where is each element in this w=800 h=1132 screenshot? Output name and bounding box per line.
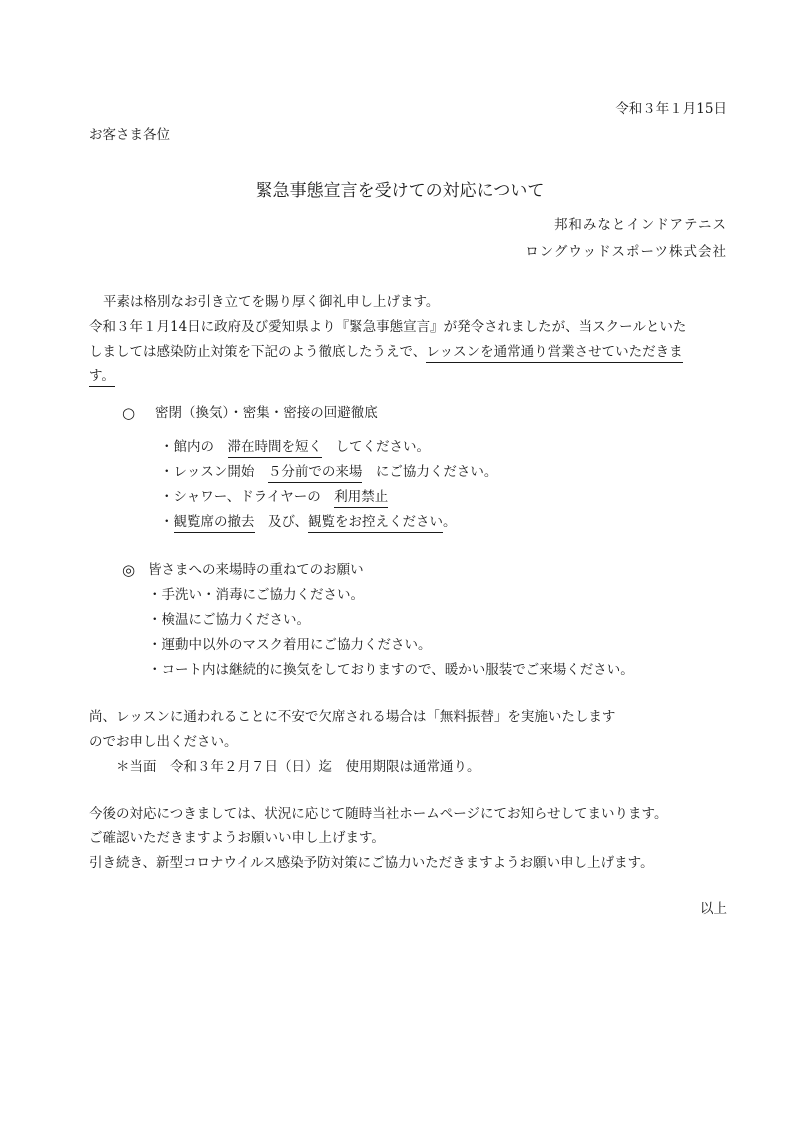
section2-item-4: ・コート内は継続的に換気をしておりますので、暖かい服装でご来場ください。 xyxy=(148,662,634,678)
item-text: ・ xyxy=(160,514,174,530)
intro-line-3 xyxy=(89,346,683,360)
sender-line-2: ロングウッドスポーツ株式会社 xyxy=(525,244,727,260)
item-emphasis: ５分前での来場 xyxy=(268,464,363,483)
item-text: ・レッスン開始 xyxy=(160,464,268,480)
section2-item-2: ・検温にご協力ください。 xyxy=(148,612,310,628)
intro-line-4 xyxy=(89,370,115,384)
item-emphasis: 観覧をお控えください xyxy=(308,514,443,533)
intro-highlight: レッスンを通常通り営業させていただきま xyxy=(426,344,682,363)
intro-line-3-text: しましては感染防止対策を下記のよう徹底したうえで、 xyxy=(89,344,427,360)
section1-item-3 xyxy=(160,491,388,505)
section1-marker: ○ xyxy=(122,404,136,422)
closing-line-2: ご確認いただきますようお願いい申し上げます。 xyxy=(89,830,385,846)
section2-heading: 皆さまへの来場時の重ねてのお願い xyxy=(148,562,364,578)
item-emphasis: 滞在時間を短く xyxy=(228,439,323,458)
end-mark: 以上 xyxy=(700,901,727,917)
note-line-2: のでお申し出ください。 xyxy=(89,734,238,750)
section2-item-3: ・運動中以外のマスク着用にご協力ください。 xyxy=(148,637,432,653)
item-text: 及び、 xyxy=(254,514,308,530)
page-title: 緊急事態宣言を受けての対応について xyxy=(255,181,545,201)
closing-line-1: 今後の対応につきましては、状況に応じて随時当社ホームページにてお知らせしてまいります。 xyxy=(89,806,668,822)
note-line-3: ＊当面 令和３年２月７日（日）迄 使用期限は通常通り。 xyxy=(116,759,481,775)
recipient: お客さま各位 xyxy=(89,127,170,143)
item-text: ・館内の xyxy=(160,439,228,455)
section1-item-1 xyxy=(160,441,430,455)
section1-heading: 密閉（換気）・密集・密接の回避徹底 xyxy=(155,405,378,421)
section1-item-2 xyxy=(160,466,497,480)
item-text: 。 xyxy=(442,514,457,530)
intro-line-2: 令和３年１月14日に政府及び愛知県より『緊急事態宣言』が発令されましたが、当スクールといた xyxy=(89,319,687,335)
document-date: 令和３年１月15日 xyxy=(615,101,727,117)
section2-item-1: ・手洗い・消毒にご協力ください。 xyxy=(148,587,364,603)
intro-line-1: 平素は格別なお引き立てを賜り厚く御礼申し上げます。 xyxy=(103,294,440,310)
note-line-1: 尚、レッスンに通われることに不安で欠席される場合は「無料振替」を実施いたします xyxy=(89,709,616,725)
item-text: してください。 xyxy=(322,439,430,455)
sender-line-1: 邦和みなとインドアテニス xyxy=(553,217,727,233)
closing-line-3: 引き続き、新型コロナウイルス感染予防対策にご協力いただきますようお願い申し上げます。 xyxy=(89,855,654,871)
item-emphasis: 観覧席の撤去 xyxy=(174,514,255,533)
item-text: ・シャワー、ドライヤーの xyxy=(160,489,335,505)
intro-highlight-end: す。 xyxy=(89,368,115,387)
item-emphasis: 利用禁止 xyxy=(334,489,388,508)
item-text: にご協力ください。 xyxy=(362,464,498,480)
section2-marker: ◎ xyxy=(122,561,136,579)
section1-item-4 xyxy=(160,516,456,530)
